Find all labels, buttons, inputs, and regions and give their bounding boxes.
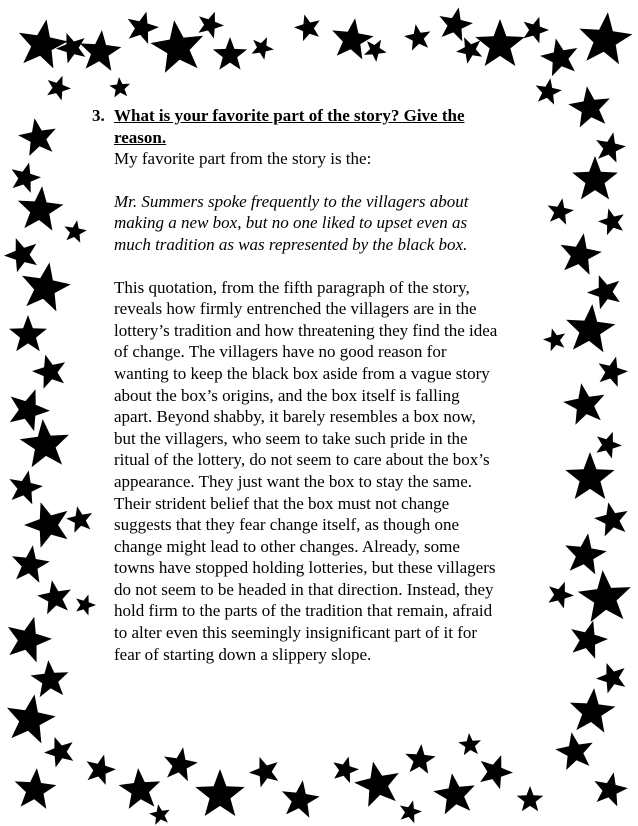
star-icon <box>198 12 224 39</box>
star-icon <box>456 37 482 63</box>
star-icon <box>294 15 320 42</box>
star-icon <box>579 12 632 64</box>
quote-line: much tradition as was represented by the black box. <box>114 234 468 254</box>
star-icon <box>109 77 130 97</box>
analysis-line: This quotation, from the fifth paragraph of the story, <box>114 277 470 297</box>
star-icon <box>18 118 56 156</box>
star-icon <box>150 20 203 72</box>
star-icon <box>18 186 64 231</box>
star-icon <box>20 419 69 467</box>
analysis-line: wanting to keep the black box aside from a vague story <box>114 363 490 383</box>
star-icon <box>404 24 430 50</box>
question-line: What is your favorite part of the story? Give the <box>114 106 465 125</box>
star-icon <box>405 744 435 774</box>
star-icon <box>149 804 170 825</box>
question-heading <box>92 105 572 148</box>
question-text <box>114 105 465 148</box>
star-icon <box>128 12 159 44</box>
star-icon <box>9 315 47 351</box>
star-icon <box>7 694 56 743</box>
star-icon <box>540 38 577 76</box>
star-icon <box>249 757 278 787</box>
star-icon <box>568 86 610 127</box>
star-icon <box>31 660 69 697</box>
star-icon <box>87 755 116 785</box>
analysis-line: reveals how firmly entrenched the villagers are in the <box>114 299 477 319</box>
star-icon <box>282 780 320 818</box>
star-icon <box>517 786 544 811</box>
analysis-line: fear of starting down a slippery slope. <box>114 644 372 664</box>
star-icon <box>80 30 122 71</box>
quotation <box>114 191 572 256</box>
star-icon <box>599 357 628 387</box>
star-icon <box>458 733 481 755</box>
star-icon <box>524 17 549 44</box>
star-icon <box>119 768 161 809</box>
star-icon <box>37 580 71 614</box>
analysis-line: suggests that they fear change itself, as though one <box>114 515 460 535</box>
worksheet-answer <box>92 105 572 665</box>
star-icon <box>596 663 625 693</box>
star-icon <box>44 737 73 767</box>
intro-line: My favorite part from the story is the: <box>114 149 372 169</box>
star-icon <box>22 262 71 311</box>
star-icon <box>475 19 524 66</box>
star-icon <box>333 757 359 784</box>
question-number: 3. <box>92 106 105 125</box>
analysis-line: change might lead to other changes. Already, some <box>114 536 460 556</box>
star-icon <box>15 768 57 809</box>
quote-line: Mr. Summers spoke frequently to the villagers about <box>114 191 469 211</box>
star-icon <box>164 747 198 781</box>
analysis-line: do not seem to be headed in that direction. Instead, they <box>114 579 494 599</box>
star-icon <box>565 452 614 499</box>
star-icon <box>433 773 475 814</box>
star-icon <box>4 238 37 272</box>
star-icon <box>566 304 615 352</box>
star-icon <box>12 545 50 583</box>
star-icon <box>587 275 620 309</box>
star-icon <box>571 621 608 659</box>
star-icon <box>19 19 68 68</box>
analysis-line: apart. Beyond shabby, it barely resembles a box now, <box>114 407 476 427</box>
star-icon <box>572 156 618 199</box>
star-icon <box>596 132 626 162</box>
star-icon <box>578 570 631 622</box>
star-icon <box>480 755 513 789</box>
star-icon <box>66 506 92 533</box>
star-icon <box>47 76 71 101</box>
analysis-line: towns have stopped holding lotteries, but these villagers <box>114 558 496 578</box>
analysis-line: about the box’s origins, and the box itself is falling <box>114 385 460 405</box>
star-icon <box>555 732 593 770</box>
star-icon <box>12 163 41 193</box>
star-icon <box>32 355 65 389</box>
analysis-line: Their strident belief that the box must not change <box>114 493 450 513</box>
star-icon <box>213 37 247 70</box>
star-icon <box>439 7 473 41</box>
analysis-line: to alter even this seemingly insignificant part of it for <box>114 623 478 643</box>
star-icon <box>64 220 87 243</box>
quote-line: making a new box, but no one liked to upset even as <box>114 213 468 233</box>
analysis-paragraph <box>114 277 572 666</box>
star-icon <box>536 78 562 104</box>
star-icon <box>354 762 399 807</box>
star-icon <box>400 800 422 823</box>
question-line: reason. <box>114 127 167 147</box>
star-icon <box>596 432 622 459</box>
star-icon <box>364 40 387 62</box>
star-icon <box>8 617 52 663</box>
star-icon <box>594 772 628 806</box>
star-icon <box>24 502 67 548</box>
star-icon <box>570 688 616 733</box>
analysis-line: appearance. They just want the box to stay the same. <box>114 471 472 491</box>
analysis-line: hold firm to the parts of the tradition that remain, afraid <box>114 601 493 621</box>
star-icon <box>9 470 43 504</box>
analysis-line: lottery’s tradition and how threatening they find the idea <box>114 320 498 340</box>
star-icon <box>195 769 244 816</box>
analysis-line: but the villagers, who seem to take such pride in the <box>114 428 468 448</box>
star-icon <box>252 37 274 60</box>
star-icon <box>598 209 624 236</box>
star-icon <box>56 33 85 63</box>
star-icon <box>594 502 628 536</box>
analysis-line: ritual of the lottery, do not seem to care about the box’s <box>114 450 490 470</box>
analysis-line: of change. The villagers have no good reason for <box>114 342 447 362</box>
